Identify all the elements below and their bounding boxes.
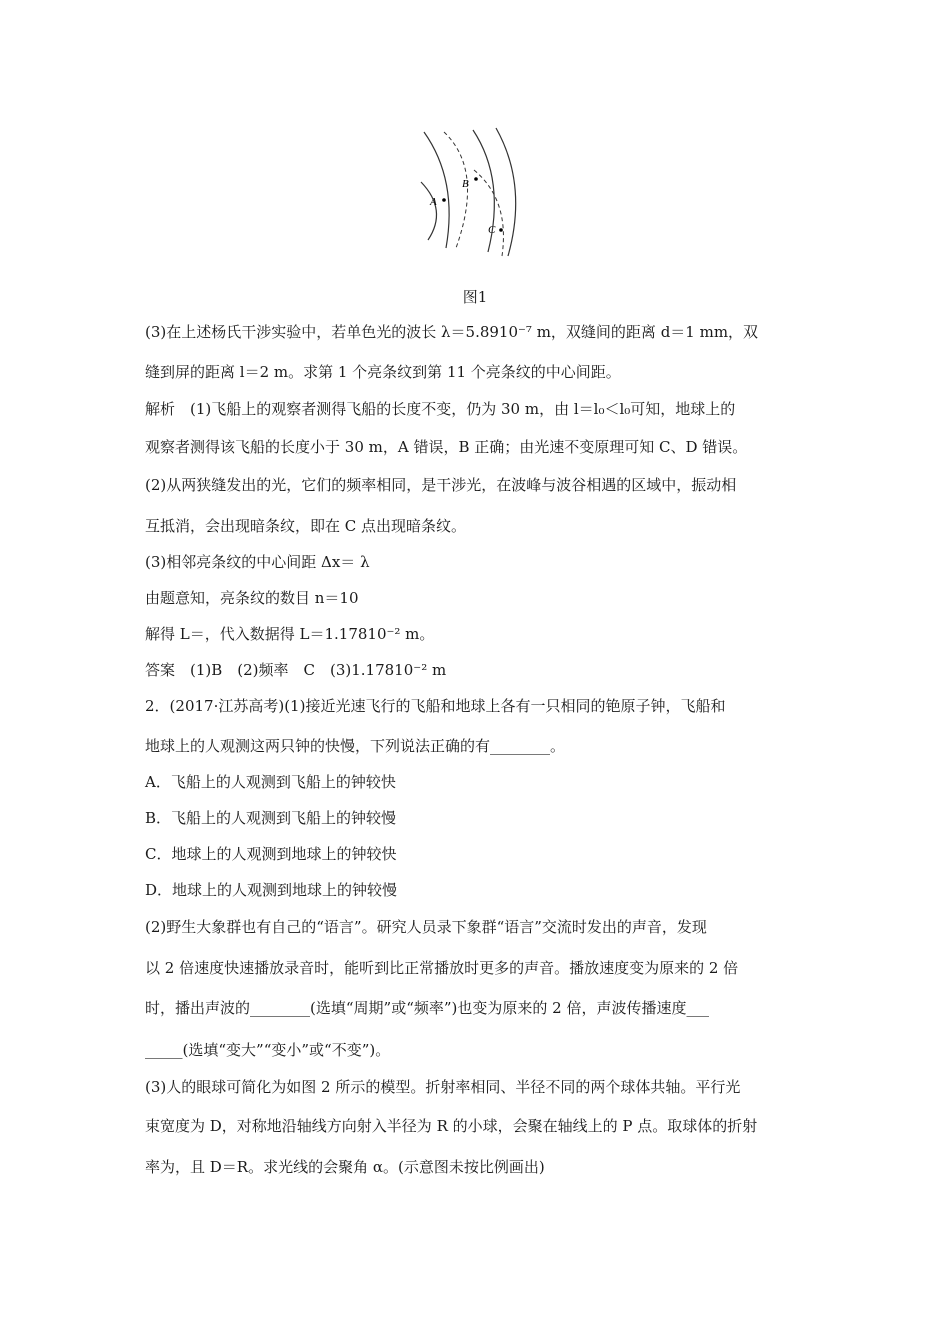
text-line: 束宽度为 D，对称地沿轴线方向射入半径为 R 的小球，会聚在轴线上的 P 点。取球体的折射: [145, 1117, 758, 1135]
point-c-label: C: [488, 224, 496, 236]
wave-crest-arc-2: [421, 182, 437, 240]
text-line: 解析 (1)飞船上的观察者测得飞船的长度不变，仍为 30 m，由 l＝l₀＜l₀可知，地球上的: [145, 400, 736, 418]
text-line: (3)相邻亮条纹的中心间距 Δx＝ λ: [145, 553, 370, 571]
text-line: 观察者测得该飞船的长度小于 30 m，A 错误，B 正确；由光速不变原理可知 C、D 错误。: [145, 438, 748, 456]
text-line: 答案 (1)B (2)频率 C (3)1.17810⁻² m: [145, 661, 447, 679]
figure-caption: 图1: [462, 288, 488, 306]
text-line: (3)在上述杨氏干涉实验中，若单色光的波长 λ＝5.8910⁻⁷ m，双缝间的距离 d＝1 mm，双: [145, 323, 759, 341]
point-a-marker: [442, 198, 446, 202]
text-line: 解得 L＝，代入数据得 L＝1.17810⁻² m。: [145, 625, 435, 643]
text-line: (2)从两狭缝发出的光，它们的频率相同，是干涉光，在波峰与波谷相遇的区域中，振动相: [145, 476, 737, 494]
text-line: 2．(2017·江苏高考)(1)接近光速飞行的飞船和地球上各有一只相同的铯原子钟，飞船和: [145, 697, 726, 715]
option-d: D．地球上的人观测到地球上的钟较慢: [145, 881, 398, 899]
point-b-marker: [474, 177, 478, 181]
text-line: 由题意知，亮条纹的数目 n＝10: [145, 589, 359, 607]
option-b: B．飞船上的人观测到飞船上的钟较慢: [145, 809, 397, 827]
wave-trough-arc-2: [474, 170, 503, 256]
option-c: C．地球上的人观测到地球上的钟较快: [145, 845, 397, 863]
text-line: 以 2 倍速度快速播放录音时，能听到比正常播放时更多的声音。播放速度变为原来的 2 倍: [145, 959, 739, 977]
point-a-label: A: [430, 196, 437, 208]
text-line: 缝到屏的距离 l＝2 m。求第 1 个亮条纹到第 11 个亮条纹的中心间距。: [145, 363, 621, 381]
text-line: 地球上的人观测这两只钟的快慢，下列说法正确的有________。: [145, 737, 566, 755]
option-a: A．飞船上的人观测到飞船上的钟较快: [145, 773, 396, 791]
point-c-marker: [499, 228, 503, 232]
text-line: 时，播出声波的________(选填“周期”或“频率”)也变为原来的 2 倍，声波传播速度___: [145, 999, 709, 1017]
wavefront-figure: [418, 120, 528, 260]
text-line: _____(选填“变大”“变小”或“不变”)。: [145, 1041, 391, 1059]
text-line: 互抵消，会出现暗条纹，即在 C 点出现暗条纹。: [145, 517, 467, 535]
point-b-label: B: [462, 178, 469, 190]
text-line: (3)人的眼球可简化为如图 2 所示的模型。折射率相同、半径不同的两个球体共轴。平行光: [145, 1078, 741, 1096]
text-line: (2)野生大象群也有自己的“语言”。研究人员录下象群“语言”交流时发出的声音，发现: [145, 918, 707, 936]
text-line: 率为，且 D＝R。求光线的会聚角 α。(示意图未按比例画出): [145, 1158, 545, 1176]
wave-crest-arc-4: [496, 128, 516, 256]
